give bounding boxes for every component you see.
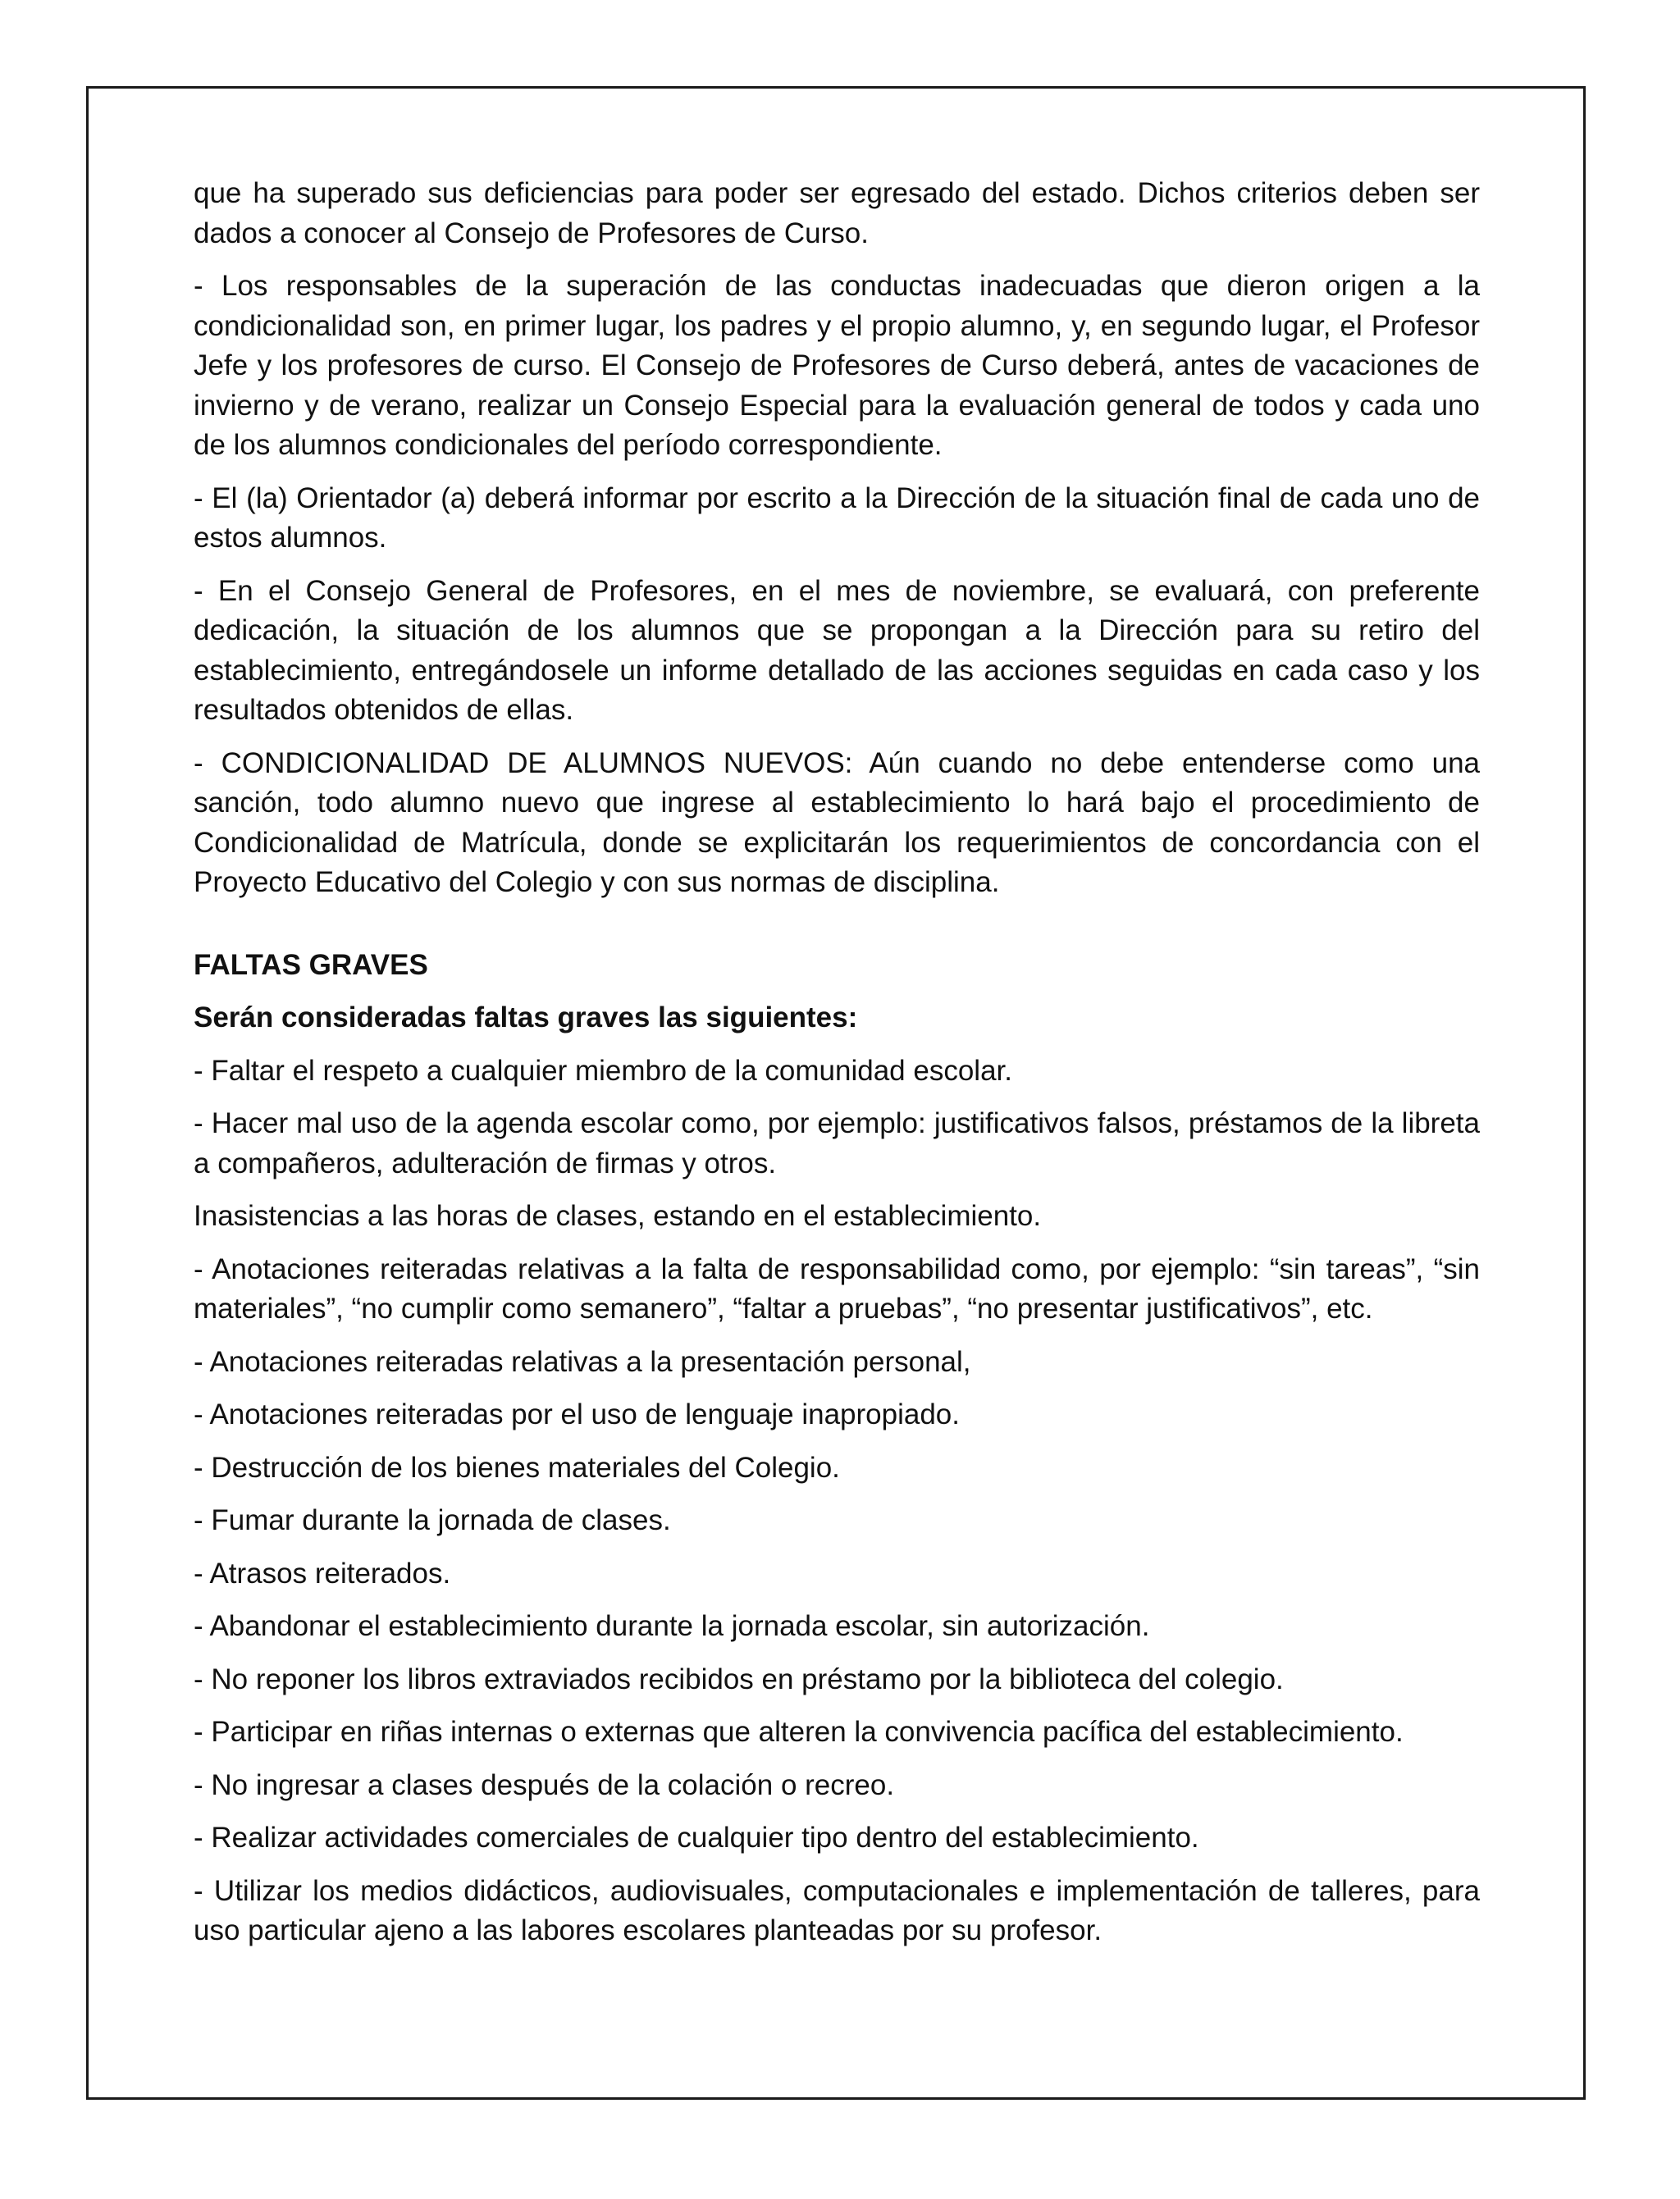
- list-item: - No reponer los libros extraviados recibidos en préstamo por la biblioteca del colegio.: [194, 1663, 1284, 1695]
- list-item: - Destrucción de los bienes materiales del Colegio.: [194, 1451, 840, 1484]
- document-body: [194, 174, 1480, 1964]
- list-item: - Abandonar el establecimiento durante la jornada escolar, sin autorización.: [194, 1610, 1150, 1642]
- list-item: - Anotaciones reiteradas relativas a la falta de responsabilidad como, por ejemplo: “sin tareas”, “sin materiales”, “no cumplir como semanero”, “faltar a pruebas”, “no presentar justificativos”, etc.: [194, 1252, 1480, 1325]
- list-item: - Participar en riñas internas o externas que alteren la convivencia pacífica del establecimiento.: [194, 1716, 1404, 1748]
- section-subheading: Serán consideradas faltas graves las siguientes:: [194, 1001, 858, 1033]
- list-item: - Anotaciones reiteradas por el uso de lenguaje inapropiado.: [194, 1398, 960, 1430]
- paragraph: - Los responsables de la superación de las conductas inadecuadas que dieron origen a la condicionalidad son, en primer lugar, los padres y el propio alumno, y, en segundo lugar, el Profesor Jefe y los profesores de curso. El Consejo de Profesores de Curso deberá, antes de vacaciones de invierno y de verano, realizar un Consejo Especial para la evaluación general de todos y cada uno de los alumnos condicionales del período correspondiente.: [194, 270, 1480, 461]
- list-item: - No ingresar a clases después de la colación o recreo.: [194, 1768, 895, 1801]
- list-item: - Anotaciones reiteradas relativas a la presentación personal,: [194, 1345, 971, 1378]
- paragraph: - CONDICIONALIDAD DE ALUMNOS NUEVOS: Aún cuando no debe entenderse como una sanción, todo alumno nuevo que ingrese al establecimiento lo hará bajo el procedimiento de Condicionalidad de Matrícula, donde se explicitarán los requerimientos de concordancia con el Proyecto Educativo del Colegio y con sus normas de disciplina.: [194, 746, 1480, 898]
- paragraph: - El (la) Orientador (a) deberá informar por escrito a la Dirección de la situación final de cada uno de estos alumnos.: [194, 481, 1480, 554]
- paragraph: - En el Consejo General de Profesores, en el mes de noviembre, se evaluará, con preferente dedicación, la situación de los alumnos que se propongan a la Dirección para su retiro del establecimiento, entregándosele un informe detallado de las acciones seguidas en cada caso y los resultados obtenidos de ellas.: [194, 574, 1480, 726]
- list-item: - Hacer mal uso de la agenda escolar como, por ejemplo: justificativos falsos, préstamos de la libreta a compañeros, adulteración de firmas y otros.: [194, 1107, 1480, 1179]
- section-heading: FALTAS GRAVES: [194, 948, 428, 981]
- paragraph: que ha superado sus deficiencias para poder ser egresado del estado. Dichos criterios deben ser dados a conocer al Consejo de Profesores de Curso.: [194, 177, 1480, 249]
- list-item: - Atrasos reiterados.: [194, 1557, 451, 1590]
- list-item: - Faltar el respeto a cualquier miembro de la comunidad escolar.: [194, 1054, 1012, 1087]
- list-item: - Realizar actividades comerciales de cualquier tipo dentro del establecimiento.: [194, 1822, 1199, 1854]
- list-item: Inasistencias a las horas de clases, estando en el establecimiento.: [194, 1200, 1042, 1232]
- list-item: - Fumar durante la jornada de clases.: [194, 1504, 671, 1536]
- list-item: - Utilizar los medios didácticos, audiovisuales, computacionales e implementación de talleres, para uso particular ajeno a las labores escolares planteadas por su profesor.: [194, 1874, 1480, 1946]
